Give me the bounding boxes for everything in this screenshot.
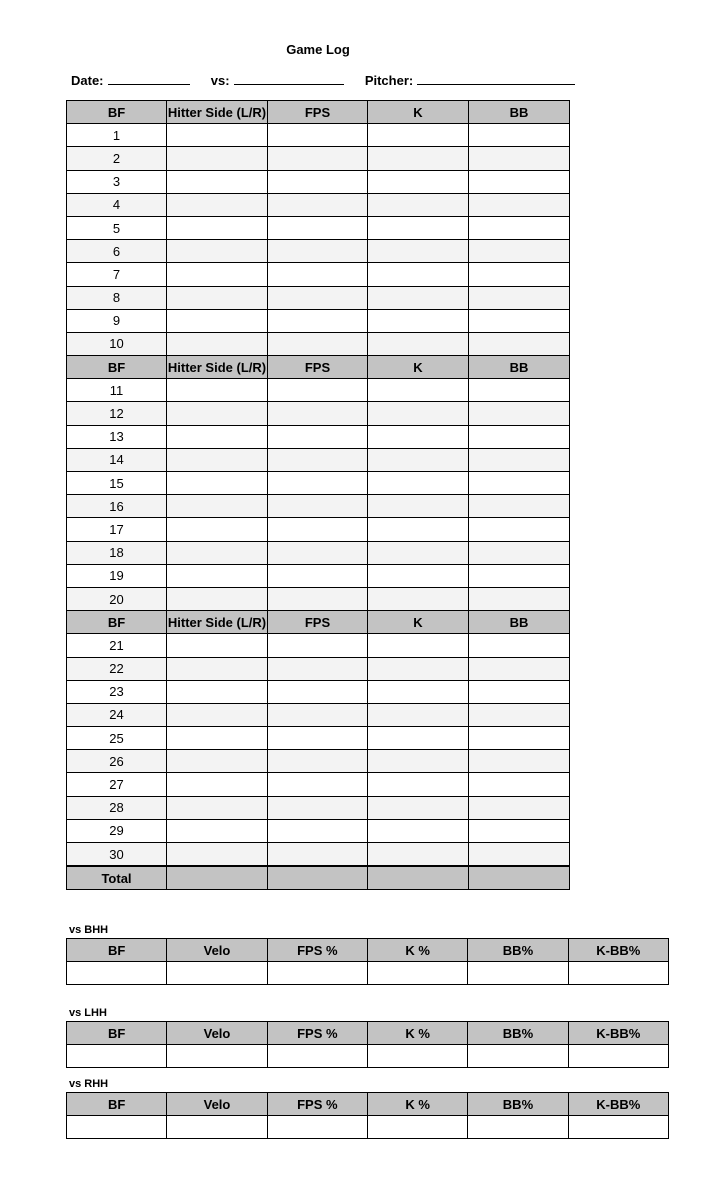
k-cell[interactable] (368, 541, 469, 564)
bf-header: BF (67, 939, 167, 962)
k-pct-header: K % (367, 1022, 467, 1045)
table-row (67, 124, 570, 147)
fps-cell[interactable] (268, 147, 368, 170)
k-cell[interactable] (368, 564, 469, 587)
hitter-side-cell[interactable] (167, 518, 268, 541)
table-row (67, 843, 570, 867)
hitter-side-cell[interactable] (167, 564, 268, 587)
bf-cell: 12 (67, 402, 167, 425)
fps-cell[interactable] (268, 587, 368, 610)
hitter-side-cell[interactable] (167, 472, 268, 495)
k-pct-cell[interactable] (367, 1116, 467, 1139)
bb-cell[interactable] (469, 170, 570, 193)
bb-cell[interactable] (469, 541, 570, 564)
table-row (67, 1045, 669, 1068)
bf-cell: 13 (67, 425, 167, 448)
fps-cell[interactable] (268, 263, 368, 286)
fps-header: FPS (268, 356, 368, 379)
hitter-side-cell[interactable] (167, 773, 268, 796)
k-cell[interactable] (368, 680, 469, 703)
fps-cell[interactable] (268, 193, 368, 216)
bf-cell: 2 (67, 147, 167, 170)
velo-header: Velo (167, 939, 267, 962)
k-cell[interactable] (368, 773, 469, 796)
hitter-side-cell[interactable] (167, 495, 268, 518)
table-row (67, 379, 570, 402)
k-cell[interactable] (368, 379, 469, 402)
total-row (67, 866, 570, 890)
fps-cell[interactable] (268, 286, 368, 309)
bf-cell: 18 (67, 541, 167, 564)
hitter-side-cell[interactable] (167, 124, 268, 147)
fps-cell[interactable] (268, 495, 368, 518)
bf-cell: 29 (67, 819, 167, 842)
hitter-side-cell[interactable] (167, 309, 268, 332)
bf-cell: 30 (67, 843, 167, 867)
hitter-side-header: Hitter Side (L/R) (167, 101, 268, 124)
bb-cell[interactable] (469, 332, 570, 355)
fps-cell[interactable] (268, 634, 368, 657)
vs-bhh-label: vs BHH (69, 924, 109, 936)
fps-cell[interactable] (268, 796, 368, 819)
fps-cell[interactable] (268, 518, 368, 541)
bb-cell[interactable] (469, 286, 570, 309)
bb-cell[interactable] (469, 147, 570, 170)
hitter-side-cell[interactable] (167, 379, 268, 402)
table-row (67, 587, 570, 610)
total-label: Total (67, 866, 167, 890)
table-row (67, 240, 570, 263)
bb-pct-cell[interactable] (468, 1116, 568, 1139)
bf-cell: 25 (67, 727, 167, 750)
hitter-side-cell[interactable] (167, 425, 268, 448)
fps-cell[interactable] (268, 843, 368, 867)
hitter-side-cell[interactable] (167, 634, 268, 657)
k-cell[interactable] (368, 472, 469, 495)
bf-cell: 6 (67, 240, 167, 263)
hitter-side-cell[interactable] (167, 819, 268, 842)
hitter-side-cell[interactable] (167, 680, 268, 703)
fps-cell[interactable] (268, 773, 368, 796)
bb-pct-cell[interactable] (468, 1045, 568, 1068)
hitter-side-cell[interactable] (167, 587, 268, 610)
bf-header: BF (67, 1093, 167, 1116)
bb-cell[interactable] (469, 564, 570, 587)
fps-cell[interactable] (268, 170, 368, 193)
table-row (67, 425, 570, 448)
hitter-side-cell[interactable] (167, 727, 268, 750)
k-cell[interactable] (368, 147, 469, 170)
table-header-row (67, 356, 570, 379)
table-row (67, 448, 570, 471)
bf-cell[interactable] (67, 1045, 167, 1068)
table-header-row (67, 1093, 669, 1116)
k-pct-cell[interactable] (367, 962, 467, 985)
velo-header: Velo (167, 1022, 267, 1045)
table-header-row (67, 1022, 669, 1045)
fps-cell[interactable] (268, 564, 368, 587)
bf-cell: 1 (67, 124, 167, 147)
fps-cell[interactable] (268, 750, 368, 773)
table-row (67, 657, 570, 680)
table-row (67, 309, 570, 332)
opponent-blank[interactable] (234, 72, 344, 85)
velo-cell[interactable] (167, 1116, 267, 1139)
fps-cell[interactable] (268, 819, 368, 842)
k-cell[interactable] (368, 309, 469, 332)
bb-cell[interactable] (469, 518, 570, 541)
date-blank[interactable] (108, 72, 190, 85)
bf-cell: 24 (67, 703, 167, 726)
fps-cell[interactable] (268, 472, 368, 495)
velo-header: Velo (167, 1093, 267, 1116)
table-row (67, 962, 669, 985)
table-row (67, 263, 570, 286)
bb-cell[interactable] (469, 193, 570, 216)
table-row (67, 1116, 669, 1139)
bb-cell[interactable] (469, 472, 570, 495)
fps-pct-cell[interactable] (267, 1045, 367, 1068)
bb-cell[interactable] (469, 379, 570, 402)
k-minus-bb-pct-cell[interactable] (568, 1045, 668, 1068)
k-cell[interactable] (368, 750, 469, 773)
fps-cell[interactable] (268, 680, 368, 703)
bf-cell: 20 (67, 587, 167, 610)
k-header: K (368, 101, 469, 124)
fps-cell[interactable] (268, 402, 368, 425)
table-row (67, 541, 570, 564)
bf-header: BF (67, 101, 167, 124)
bf-cell[interactable] (67, 1116, 167, 1139)
k-cell[interactable] (368, 263, 469, 286)
bf-cell: 14 (67, 448, 167, 471)
table-row (67, 170, 570, 193)
k-cell[interactable] (368, 843, 469, 867)
k-cell[interactable] (368, 124, 469, 147)
table-row (67, 564, 570, 587)
bb-cell[interactable] (469, 240, 570, 263)
hitter-side-cell[interactable] (167, 796, 268, 819)
bb-cell[interactable] (469, 263, 570, 286)
bb-cell[interactable] (469, 819, 570, 842)
bf-cell[interactable] (67, 962, 167, 985)
k-cell[interactable] (368, 727, 469, 750)
fps-cell[interactable] (268, 703, 368, 726)
bf-cell: 3 (67, 170, 167, 193)
bf-cell: 5 (67, 216, 167, 239)
fps-cell[interactable] (268, 541, 368, 564)
bf-cell: 26 (67, 750, 167, 773)
bb-pct-header: BB% (468, 1093, 568, 1116)
hitter-side-cell[interactable] (167, 170, 268, 193)
vs-label: vs: (210, 73, 230, 88)
hitter-side-cell[interactable] (167, 240, 268, 263)
k-cell[interactable] (368, 286, 469, 309)
table-row (67, 680, 570, 703)
bb-cell[interactable] (469, 124, 570, 147)
k-pct-header: K % (367, 939, 467, 962)
bb-cell[interactable] (469, 657, 570, 680)
fps-header: FPS (268, 611, 368, 634)
k-cell[interactable] (368, 518, 469, 541)
hitter-side-cell[interactable] (167, 750, 268, 773)
hitter-side-header: Hitter Side (L/R) (167, 356, 268, 379)
k-cell[interactable] (368, 216, 469, 239)
hitter-side-cell[interactable] (167, 193, 268, 216)
bf-cell: 11 (67, 379, 167, 402)
table-row (67, 750, 570, 773)
velo-cell[interactable] (167, 962, 267, 985)
bb-cell[interactable] (469, 843, 570, 867)
k-cell[interactable] (368, 634, 469, 657)
bf-cell: 9 (67, 309, 167, 332)
bf-cell: 22 (67, 657, 167, 680)
bf-header: BF (67, 356, 167, 379)
table-row (67, 634, 570, 657)
bb-pct-header: BB% (468, 939, 568, 962)
table-header-row (67, 939, 669, 962)
date-label: Date: (71, 73, 104, 88)
bf-cell: 4 (67, 193, 167, 216)
table-row (67, 193, 570, 216)
k-minus-bb-pct-header: K-BB% (568, 1022, 668, 1045)
bb-cell[interactable] (469, 796, 570, 819)
game-log-table (66, 100, 570, 890)
page-title: Game Log (286, 42, 350, 57)
k-pct-header: K % (367, 1093, 467, 1116)
fps-cell[interactable] (268, 448, 368, 471)
table-row (67, 216, 570, 239)
hitter-side-cell[interactable] (167, 147, 268, 170)
bf-cell: 17 (67, 518, 167, 541)
k-total-cell[interactable] (368, 866, 469, 890)
bb-header: BB (469, 611, 570, 634)
bb-cell[interactable] (469, 448, 570, 471)
bb-cell[interactable] (469, 680, 570, 703)
table-row (67, 472, 570, 495)
table-header-row (67, 101, 570, 124)
k-pct-cell[interactable] (367, 1045, 467, 1068)
bb-cell[interactable] (469, 773, 570, 796)
table-header-row (67, 611, 570, 634)
bb-total-cell[interactable] (469, 866, 570, 890)
fps-cell[interactable] (268, 240, 368, 263)
k-cell[interactable] (368, 193, 469, 216)
k-cell[interactable] (368, 587, 469, 610)
hitter-side-cell[interactable] (167, 448, 268, 471)
k-cell[interactable] (368, 332, 469, 355)
fps-cell[interactable] (268, 425, 368, 448)
fps-total-cell[interactable] (268, 866, 368, 890)
table-row (67, 819, 570, 842)
hitter-side-cell[interactable] (167, 657, 268, 680)
bf-cell: 27 (67, 773, 167, 796)
velo-cell[interactable] (167, 1045, 267, 1068)
fps-cell[interactable] (268, 216, 368, 239)
fps-cell[interactable] (268, 379, 368, 402)
bf-cell: 8 (67, 286, 167, 309)
bb-header: BB (469, 101, 570, 124)
fps-pct-cell[interactable] (267, 1116, 367, 1139)
bb-cell[interactable] (469, 495, 570, 518)
table-row (67, 703, 570, 726)
table-row (67, 518, 570, 541)
table-row (67, 495, 570, 518)
bf-cell: 21 (67, 634, 167, 657)
bb-header: BB (469, 356, 570, 379)
bf-cell: 23 (67, 680, 167, 703)
bb-pct-header: BB% (468, 1022, 568, 1045)
fps-pct-header: FPS % (267, 1093, 367, 1116)
fps-pct-cell[interactable] (267, 962, 367, 985)
table-row (67, 773, 570, 796)
hitter-side-cell[interactable] (167, 541, 268, 564)
bf-cell: 19 (67, 564, 167, 587)
bf-cell: 7 (67, 263, 167, 286)
table-row (67, 147, 570, 170)
hitter-side-cell[interactable] (167, 843, 268, 867)
vs-rhh-table (66, 1092, 669, 1139)
hitter-side-cell[interactable] (167, 402, 268, 425)
hitter-side-cell[interactable] (167, 703, 268, 726)
bb-cell[interactable] (469, 587, 570, 610)
bf-header: BF (67, 1022, 167, 1045)
vs-lhh-table (66, 1021, 669, 1068)
k-header: K (368, 611, 469, 634)
hitter-side-total-cell[interactable] (167, 866, 268, 890)
bf-cell: 28 (67, 796, 167, 819)
bb-cell[interactable] (469, 309, 570, 332)
bf-cell: 16 (67, 495, 167, 518)
bb-cell[interactable] (469, 750, 570, 773)
pitcher-blank[interactable] (417, 72, 575, 85)
bf-header: BF (67, 611, 167, 634)
k-minus-bb-pct-header: K-BB% (568, 1093, 668, 1116)
bb-cell[interactable] (469, 703, 570, 726)
k-cell[interactable] (368, 703, 469, 726)
bf-cell: 15 (67, 472, 167, 495)
hitter-side-cell[interactable] (167, 263, 268, 286)
k-cell[interactable] (368, 448, 469, 471)
hitter-side-header: Hitter Side (L/R) (167, 611, 268, 634)
table-row (67, 402, 570, 425)
fps-header: FPS (268, 101, 368, 124)
k-cell[interactable] (368, 425, 469, 448)
game-info-line (71, 72, 575, 88)
bf-cell: 10 (67, 332, 167, 355)
fps-cell[interactable] (268, 727, 368, 750)
k-cell[interactable] (368, 495, 469, 518)
bb-cell[interactable] (469, 402, 570, 425)
table-row (67, 727, 570, 750)
vs-lhh-label: vs LHH (69, 1007, 107, 1019)
table-row (67, 286, 570, 309)
hitter-side-cell[interactable] (167, 286, 268, 309)
vs-bhh-table (66, 938, 669, 985)
hitter-side-cell[interactable] (167, 216, 268, 239)
k-minus-bb-pct-cell[interactable] (568, 1116, 668, 1139)
k-header: K (368, 356, 469, 379)
k-cell[interactable] (368, 819, 469, 842)
bb-pct-cell[interactable] (468, 962, 568, 985)
table-row (67, 796, 570, 819)
k-minus-bb-pct-cell[interactable] (568, 962, 668, 985)
k-cell[interactable] (368, 402, 469, 425)
k-cell[interactable] (368, 657, 469, 680)
k-cell[interactable] (368, 240, 469, 263)
k-cell[interactable] (368, 796, 469, 819)
fps-cell[interactable] (268, 309, 368, 332)
fps-pct-header: FPS % (267, 1022, 367, 1045)
vs-rhh-label: vs RHH (69, 1078, 109, 1090)
pitcher-label: Pitcher: (364, 73, 414, 88)
fps-cell[interactable] (268, 124, 368, 147)
bb-cell[interactable] (469, 425, 570, 448)
fps-cell[interactable] (268, 657, 368, 680)
bb-cell[interactable] (469, 216, 570, 239)
fps-pct-header: FPS % (267, 939, 367, 962)
bb-cell[interactable] (469, 727, 570, 750)
table-row (67, 332, 570, 355)
k-minus-bb-pct-header: K-BB% (568, 939, 668, 962)
fps-cell[interactable] (268, 332, 368, 355)
bb-cell[interactable] (469, 634, 570, 657)
hitter-side-cell[interactable] (167, 332, 268, 355)
k-cell[interactable] (368, 170, 469, 193)
